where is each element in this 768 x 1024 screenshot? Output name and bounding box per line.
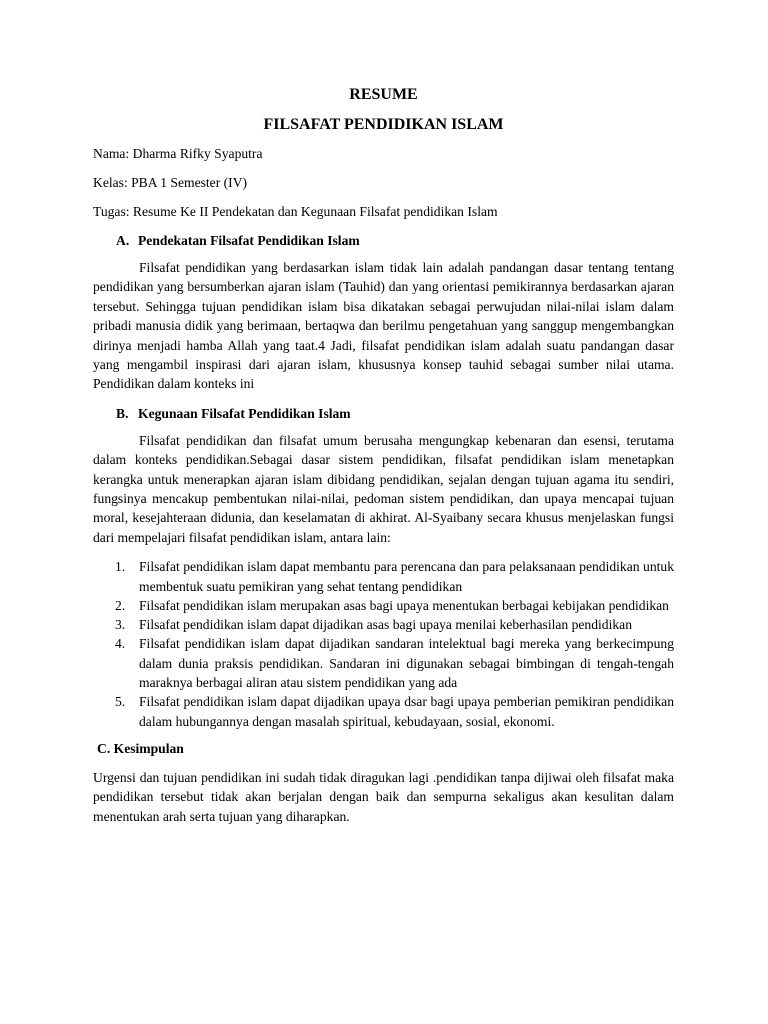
list-item-number: 3. [115, 617, 126, 633]
student-class: Kelas: PBA 1 Semester (IV) [93, 175, 248, 190]
section-c-heading: C. Kesimpulan [97, 740, 184, 756]
section-a-title: Pendekatan Filsafat Pendidikan Islam [138, 233, 360, 248]
section-c-paragraph: Urgensi dan tujuan pendidikan ini sudah tidak diragukan lagi .pendidikan tanpa dijiwai oleh filsafat maka pendidikan tersebut tidak akan berjalan dengan baik dan sempurna sekaligus akan kesulitan dalam menentukan arah serta tujuan yang diharapkan. [93, 769, 674, 824]
list-item-number: 5. [115, 694, 126, 710]
list-item-number: 1. [115, 559, 126, 575]
section-b-heading [93, 404, 674, 423]
list-item [93, 557, 674, 596]
section-a-paragraph: Filsafat pendidikan yang berdasarkan islam tidak lain adalah pandangan dasar tentang tentang pendidikan yang bersumberkan ajaran islam (Tauhid) dan yang orientasi pemikirannya berdasarkan ajaran tersebut. Sehingga tujuan pendidikan islam bisa dikatakan sebagai perwujudan nilai-nilai islam dalam pribadi manusia didik yang berimaan, bertaqwa dan berilmu pengetahuan yang sanggup mengembangkan dirinya menjadi hamba Allah yang taat.4 Jadi, filsafat pendidikan islam adalah suatu pandangan dasar yang mengambil inspirasi dari ajaran islam, khususnya konsep tauhid sebagai sumber nilai utama. Pendidikan dalam konteks ini [93, 260, 674, 392]
section-b-paragraph: Filsafat pendidikan dan filsafat umum berusaha mengungkap kebenaran dan esensi, terutama dalam konteks pendidikan.Sebagai dasar sistem pendidikan, filsafat pendidikan islam menetapkan kerangka untuk menerapkan ajaran islam dibidang pendidikan, sejalan dengan tujuan agama itu sendiri, fungsinya mencakup pembentukan nilai-nilai, pedoman sistem pendidikan, dan upaya mencapai tujuan moral, kesejahteraan didunia, dan keselamatan di akhirat. Al-Syaibany secara khusus menjelaskan fungsi dari mempelajari filsafat pendidikan islam, antara lain: [93, 432, 674, 545]
list-item-text: Filsafat pendidikan islam dapat dijadikan asas bagi upaya menilai keberhasilan pendidikan [139, 617, 633, 633]
list-item [93, 596, 674, 615]
list-item-text: Filsafat pendidikan islam dapat dijadikan upaya dsar bagi upaya pemberian pemikiran pendidikan dalam hubungannya dengan masalah spiritual, kebudayaan, sosial, ekonomi. [139, 694, 674, 729]
function-list [93, 557, 674, 731]
doc-subtitle: FILSAFAT PENDIDIKAN ISLAM [263, 116, 504, 133]
list-item-number: 2. [115, 597, 126, 613]
section-b-title: Kegunaan Filsafat Pendidikan Islam [138, 405, 351, 421]
list-item [93, 634, 674, 692]
list-item-text: Filsafat pendidikan islam dapat membantu para perencana dan para pelaksanaan pendidikan untuk membentuk suatu pemikiran yang sehat tentang pendidikan [139, 559, 674, 594]
list-item [93, 692, 674, 731]
doc-title: RESUME [349, 86, 418, 103]
list-item-text: Filsafat pendidikan islam dapat dijadikan sandaran intelektual bagi mereka yang berkecimpung dalam dunia praksis pendidikan. Sandaran ini digunakan sebagai bimbingan di tengah-tengah maraknya berbagai aliran atau sistem pendidikan yang ada [139, 636, 674, 691]
section-a-heading [93, 231, 674, 250]
document-body [93, 86, 674, 836]
list-item-text: Filsafat pendidikan islam merupakan asas bagi upaya menentukan berbagai kebijakan pendidikan [139, 597, 669, 613]
list-item-number: 4. [115, 636, 126, 652]
assignment-title: Tugas: Resume Ke II Pendekatan dan Kegunaan Filsafat pendidikan Islam [93, 204, 498, 219]
section-b-label: B. [116, 405, 129, 421]
student-name: Nama: Dharma Rifky Syaputra [93, 146, 263, 161]
section-a-label: A. [116, 233, 130, 248]
list-item [93, 615, 674, 634]
